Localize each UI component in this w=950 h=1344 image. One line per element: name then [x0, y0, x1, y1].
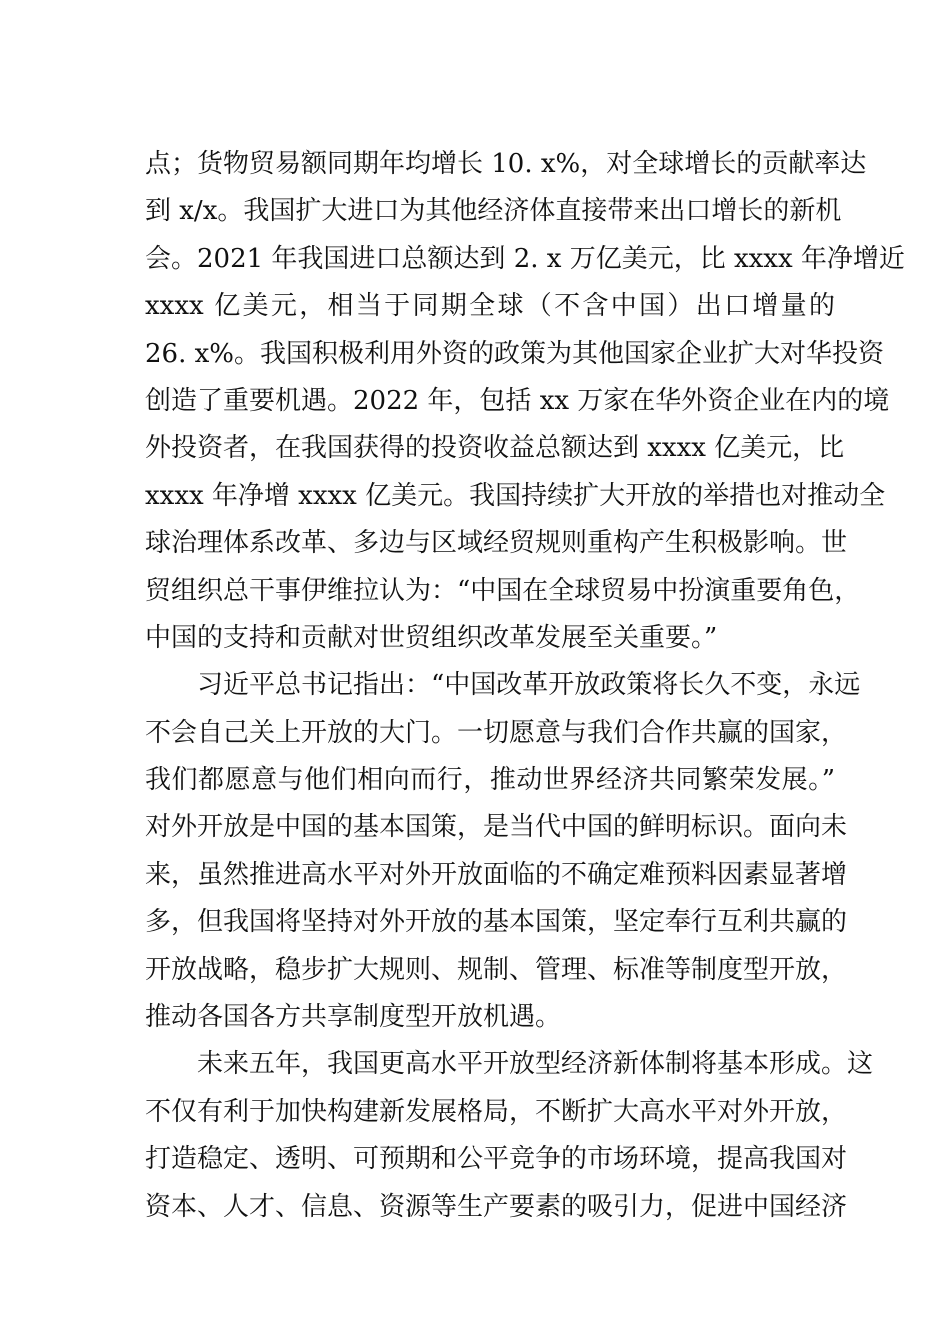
text-line: 贸组织总干事伊维拉认为：“中国在全球贸易中扮演重要角色， [145, 575, 861, 606]
text-line: 我们都愿意与他们相向而行，推动世界经济共同繁荣发展。” [145, 765, 835, 796]
paragraph [145, 141, 905, 662]
body-text [145, 141, 905, 1231]
text-line: 不会自己关上开放的大门。一切愿意与我们合作共赢的国家， [145, 717, 848, 748]
paragraph [145, 1041, 874, 1231]
text-line: 点；货物贸易额同期年均增长 10. x%，对全球增长的贡献率达 [145, 149, 867, 179]
text-line: 推动各国各方共享制度型开放机遇。 [145, 1002, 562, 1033]
text-line: 开放战略，稳步扩大规则、规制、管理、标准等制度型开放， [145, 954, 848, 985]
text-line: 资本、人才、信息、资源等生产要素的吸引力，促进中国经济 [145, 1191, 848, 1222]
text-line: 多，但我国将坚持对外开放的基本国策，坚定奉行互利共赢的 [145, 907, 848, 938]
text-line: 到 x/x。我国扩大进口为其他经济体直接带来出口增长的新机 [145, 196, 842, 227]
text-line: 不仅有利于加快构建新发展格局，不断扩大高水平对外开放， [145, 1096, 848, 1127]
text-line: 会。2021 年我国进口总额达到 2. x 万亿美元，比 xxxx 年净增近 [145, 243, 905, 274]
text-line: 26. x%。我国积极利用外资的政策为其他国家企业扩大对华投资 [145, 338, 884, 369]
text-line: 习近平总书记指出：“中国改革开放政策将长久不变，永远 [145, 670, 861, 701]
text-line: 外投资者，在我国获得的投资收益总额达到 xxxx 亿美元，比 [145, 433, 845, 464]
text-line: 对外开放是中国的基本国策，是当代中国的鲜明标识。面向未 [145, 812, 848, 843]
text-line: 打造稳定、透明、可预期和公平竞争的市场环境，提高我国对 [145, 1144, 848, 1175]
paragraph [145, 662, 861, 1041]
text-line: 未来五年，我国更高水平开放型经济新体制将基本形成。这 [145, 1049, 874, 1080]
text-line: 创造了重要机遇。2022 年，包括 xx 万家在华外资企业在内的境 [145, 385, 890, 416]
text-line: xxxx 年净增 xxxx 亿美元。我国持续扩大开放的举措也对推动全 [145, 480, 886, 511]
text-line: 中国的支持和贡献对世贸组织改革发展至关重要。” [145, 622, 718, 653]
text-line: 来，虽然推进高水平对外开放面临的不确定难预料因素显著增 [145, 859, 848, 890]
text-line: 球治理体系改革、多边与区域经贸规则重构产生积极影响。世 [145, 528, 848, 559]
text-line: xxxx 亿美元，相当于同期全球（不含中国）出口增量的 [145, 291, 835, 322]
